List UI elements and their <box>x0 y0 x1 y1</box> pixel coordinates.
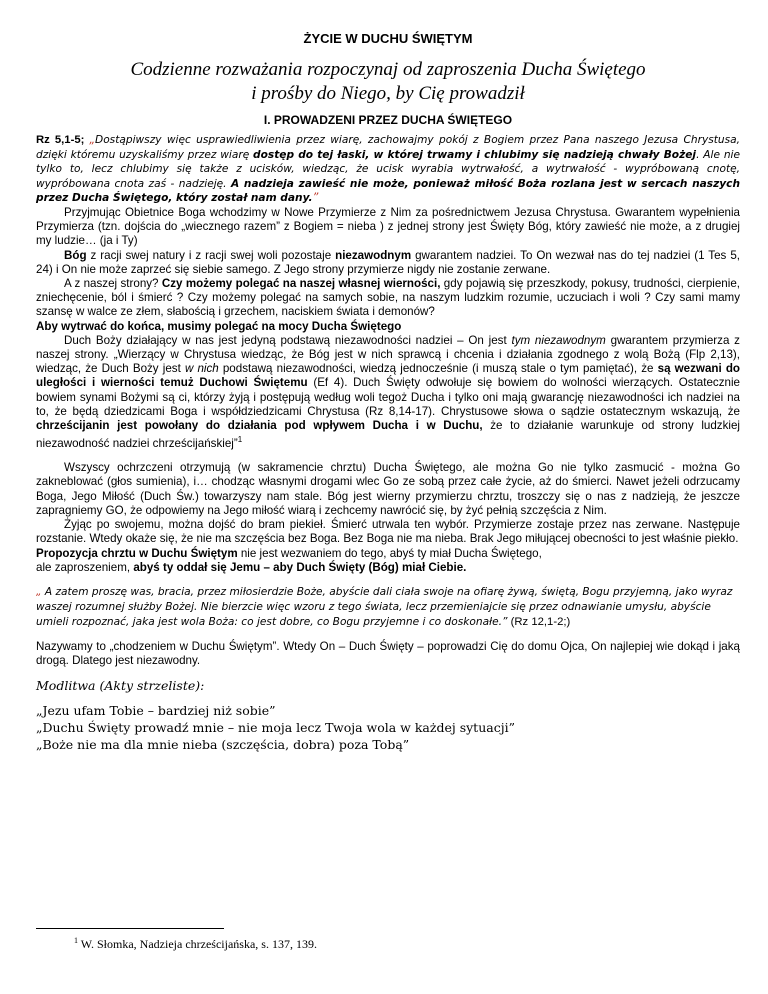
paragraph-3: A z naszej strony? Czy możemy polegać na naszej własnej wierności, gdy pojawią się przeszkody, pokusy, trudności, cierpienie, zniechęcenie, ból i śmierć ? Czy możemy polegać na samych sobie, na naszym ludzkim rozumie, uczuciach i woli ? Czy sami mamy szansę w walce ze złem, słabością i grzechem, naciskiem świata i demonów? <box>36 276 740 319</box>
scripture-quote-rz12: „ A zatem proszę was, bracia, przez miłosierdzie Boże, abyście dali ciała swoje na ofiarę żywą, świętą, Bogu przyjemną, jako wyraz waszej rozumnej służby Bożej. Nie bierzcie więc wzoru z tego świata, lecz przemieniajcie się przez odnawianie umysłu, abyście umieli rozpoznać, jaka jest wola Boża: co jest dobre, co Bogu przyjemne i co doskonałe.” (Rz 12,1-2;) <box>36 585 733 628</box>
footnote-number: 1 <box>74 936 78 945</box>
paragraph-8-line-2: ale zaproszeniem, abyś ty oddał się Jemu – aby Duch Święty (Bóg) miał Ciebie. <box>36 560 467 574</box>
paragraph-7: Żyjąc po swojemu, można dojść do bram piekieł. Śmierć utrwala ten wybór. Przymierze zostaje przez nas zerwane. Następuje rozstanie. Wtedy okaże się, że nie ma szczęścia bez Boga. Bez Boga nie ma nieba. Brak Jego miłującej obecności to jest właśnie piekło. <box>36 518 740 546</box>
footnote-text: W. Słomka, Nadzieja chrześcijańska, s. 137, 139. <box>78 937 317 951</box>
quote-open-mark: „ <box>89 133 96 146</box>
prayer-line-3: „Boże nie ma dla mnie nieba (szczęścia, dobra) poza Tobą” <box>36 737 410 753</box>
quote-bold-2: A nadzieja zawieść nie może, ponieważ miłość Boża rozlana jest w sercach naszych przez Ducha Świętego, który został nam dany. <box>36 177 740 205</box>
subtitle-line-2: i prośby do Niego, by Cię prowadził <box>251 83 525 104</box>
document-page <box>36 26 740 753</box>
quote-text-1: Dostąpiwszy więc usprawiedliwienia przez wiarę, zachowajmy pokój z Bogiem przez Pana naszego Jezusa Chrystusa, dzięki któremu uzyskaliśmy przez wiarę <box>36 134 740 161</box>
footnote-ref[interactable]: 1 <box>237 435 243 445</box>
paragraph-1: Przyjmując Obietnice Boga wchodzimy w Nowe Przymierze z Nim za pośrednictwem Jezusa Chrystusa. Gwarantem wypełnienia Przymierza (tzn. dojścia do „wiecznego razem” z Bogiem = nieba ) z jednej strony jest Święty Bóg, który zawieść nie może, a z drugiej my ludzie… (ja i Ty) <box>36 205 740 248</box>
prayer-heading: Modlitwa (Akty strzeliste): <box>36 678 205 694</box>
prayer-lines <box>36 702 740 753</box>
footnote-separator <box>36 928 224 929</box>
paragraph-5: Duch Boży działający w nas jest jedyną podstawą niezawodności nadziei – On jest tym niezawodnym gwarantem przymierza z naszej strony. „Wierzący w Chrystusa wiedząc, że Bóg jest w nich sprawcą i chcenia i działania zgodnego z wolą Bożą (Flp 2,13), wiedząc, że Duch Boży jest w nich podstawą niezawodności, wiedzą jednocześnie (i muszą stale o tym pamiętać), że są wezwani do uległości i wierności temuż Duchowi Świętemu (Ef 4). Duch Święty odwołuje się bowiem do wolności wierzących. Ostatecznie bowiem synami Bożymi są ci, którzy żyją i postępują według woli tegoż Ducha i tylko oni mają gwarancję niezawodności ich nadziei na to, że będą dziedzicami Boga i współdziedzicami Chrystusa (Rz 8,14-17). Chrystusowe słowa o sądzie ostatecznym wskazują, że chrześcijanin jest powołany do działania pod wpływem Ducha i w Duchu, że to działanie warunkuje od strony ludzkiej niezawodność nadziei chrześcijańskiej”$^1$ <box>36 333 740 451</box>
subtitle-line-1: Codzienne rozważania rozpoczynaj od zaproszenia Ducha Świętego <box>130 59 646 80</box>
prayer-line-1: „Jezu ufam Tobie – bardziej niż sobie” <box>36 703 276 719</box>
quote2-text: A zatem proszę was, bracia, przez miłosierdzie Boże, abyście dali ciała swoje na ofiarę żywą, świętą, Bogu przyjemną, jako wyraz waszej rozumnej służby Bożej. Nie bierzcie więc wzoru z tego świata, lecz przemieniajcie się przez odnawianie umysłu, abyście umieli rozpoznać, jaka jest wola Boża: co jest dobre, co Bogu przyjemne i co doskonałe. <box>36 585 733 628</box>
scripture-quote-rz5 <box>36 133 740 206</box>
quote2-open-mark: „ <box>36 585 45 598</box>
document-subtitle <box>36 58 740 106</box>
paragraph-8-line-1: Propozycja chrztu w Duchu Świętym nie jest wezwaniem do tego, abyś ty miał Ducha Świętego, <box>36 546 542 560</box>
quote-close-mark: ” <box>312 191 319 205</box>
paragraph-2: Bóg z racji swej natury i z racji swej woli pozostaje niezawodnym gwarantem nadziei. To On wezwał nas do tej nadziei (1 Tes 5, 24) i On nie może zaprzeć się siebie samego. Z Jego strony przymierze nigdy nie zostanie zerwane. <box>36 248 740 276</box>
section-heading: I. PROWADZENI PRZEZ DUCHA ŚWIĘTEGO <box>263 113 513 127</box>
quote-reference: Rz 5,1-5; <box>36 134 85 146</box>
footnote <box>74 936 317 952</box>
paragraph-9: Nazywamy to „chodzeniem w Duchu Świętym”. Wtedy On – Duch Święty – poprowadzi Cię do domu Ojca, On najlepiej wie dokąd i jaką drogą. Dlatego jest niezawodny. <box>36 639 740 668</box>
paragraph-6: Wszyscy ochrzczeni otrzymują (w sakramencie chrztu) Ducha Świętego, ale można Go nie tylko zasmucić - można Go zakneblować (głos sumienia), i… chodząc własnymi drogami wlec Go ze sobą przez całe życie, aż do śmierci. Nawet jeżeli odrzucamy Boga, Jego Miłość (Duch Św.) towarzyszy nam stale. Bóg jest wierny przymierzu chrztu, troszczy się o nas z nadzieją, że jeszcze zapragniemy GO, że odpowiemy na Jego miłość wiarą i zechcemy nawrócić się, by żyć pełnią szczęścia z Nim. <box>36 461 740 517</box>
quote2-reference: (Rz 12,1-2;) <box>507 615 571 628</box>
quote-bold-1: dostęp do tej łaski, w której trwamy i chlubimy się nadzieją chwały Bożej <box>253 148 697 161</box>
prayer-line-2: „Duchu Święty prowadź mnie – nie moja lecz Twoja wola w każdej sytuacji” <box>36 720 515 736</box>
paragraph-4-emphasis: Aby wytrwać do końca, musimy polegać na mocy Ducha Świętego <box>36 319 402 333</box>
quote-text-2: . Ale nie tylko to, lecz chlubimy się także z ucisków, wiedząc, że ucisk wyrabia wytrwałość, a wytrwałość - wypróbowaną cnotę, wypróbowana cnota zaś - nadzieję. <box>36 148 740 190</box>
document-title: ŻYCIE W DUCHU ŚWIĘTYM <box>303 31 473 46</box>
